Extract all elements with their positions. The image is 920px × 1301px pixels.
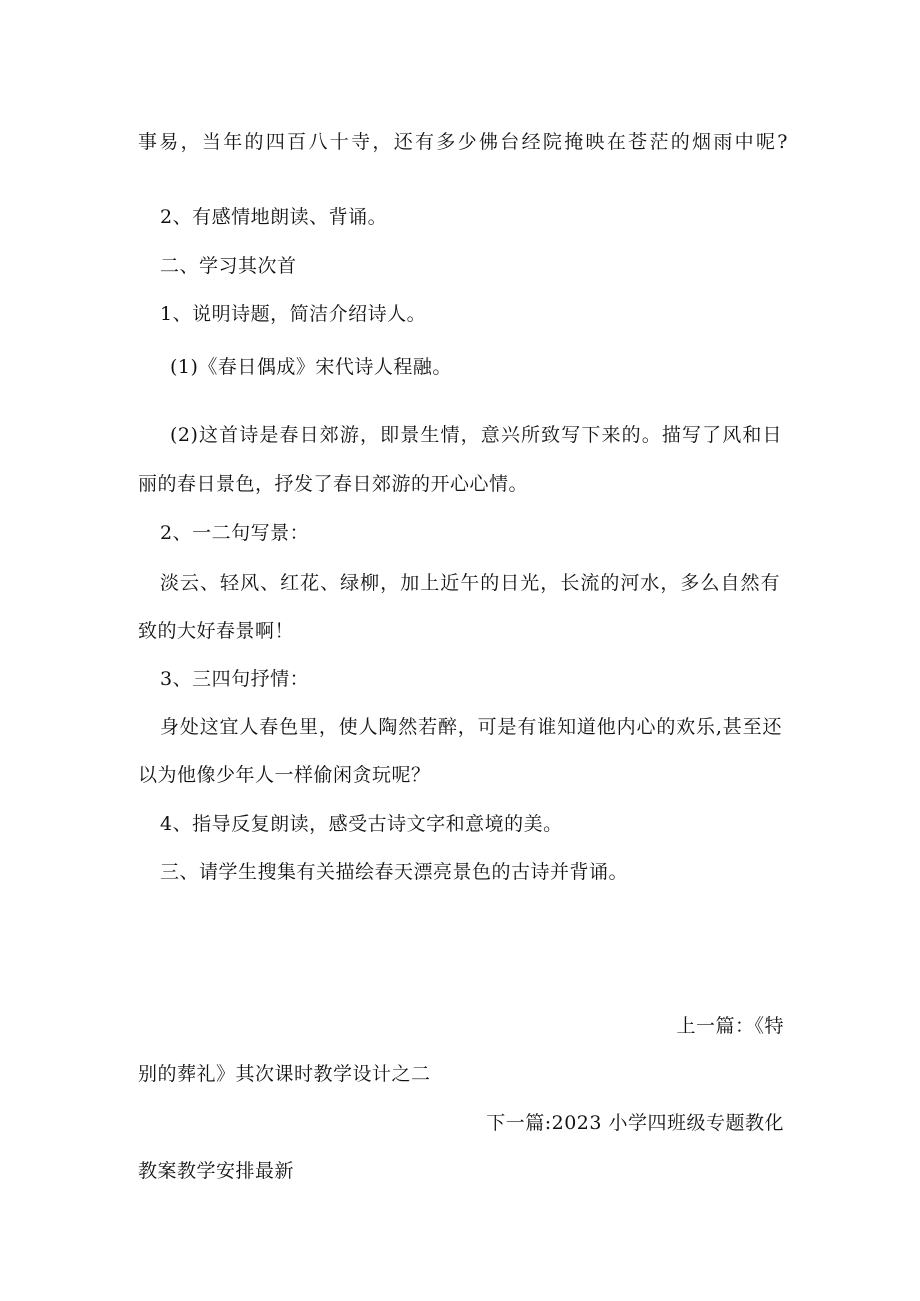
- list-item-emotion: 3、三四句抒情：: [160, 668, 310, 690]
- next-article-link[interactable]: 下一篇:2023 小学四班级专题教化: [486, 1112, 784, 1134]
- paragraph-scenery-cont: 致的大好春景啊！: [138, 620, 295, 642]
- paragraph-emotion: 身处这宜人春色里，使人陶然若醉，可是有谁知道他内心的欢乐,甚至还: [160, 716, 782, 738]
- paragraph-scenery: 淡云、轻风、红花、绿柳，加上近午的日光，长流的河水，多么自然有: [160, 572, 780, 594]
- section-homework: 三、请学生搜集有关描绘春天漂亮景色的古诗并背诵。: [160, 861, 629, 883]
- list-item-scenery: 2、一二句写景：: [160, 522, 310, 544]
- prev-article-link-cont[interactable]: 别的葬礼》其次课时教学设计之二: [138, 1063, 431, 1085]
- list-item-read-aloud: 4、指导反复朗读，感受古诗文字和意境的美。: [160, 813, 563, 835]
- prev-article-link[interactable]: 上一篇：《特: [676, 1015, 784, 1037]
- sub-item-poem-title: (1)《春日偶成》宋代诗人程融。: [170, 356, 452, 378]
- list-item-recite: 2、有感情地朗读、背诵。: [160, 206, 388, 228]
- list-item-explain-title: 1、说明诗题，简洁介绍诗人。: [160, 303, 427, 325]
- sub-item-poem-description-cont: 丽的春日景色，抒发了春日郊游的开心心情。: [138, 473, 529, 495]
- section-heading-second-poem: 二、学习其次首: [160, 255, 297, 277]
- sub-item-poem-description: (2)这首诗是春日郊游，即景生情，意兴所致写下来的。描写了风和日: [170, 424, 782, 446]
- paragraph-line: 事易，当年的四百八十寺，还有多少佛台经院掩映在苍茫的烟雨中呢?: [138, 131, 788, 153]
- paragraph-emotion-cont: 以为他像少年人一样偷闲贪玩呢？: [138, 764, 431, 786]
- next-article-link-cont[interactable]: 教案教学安排最新: [138, 1160, 295, 1182]
